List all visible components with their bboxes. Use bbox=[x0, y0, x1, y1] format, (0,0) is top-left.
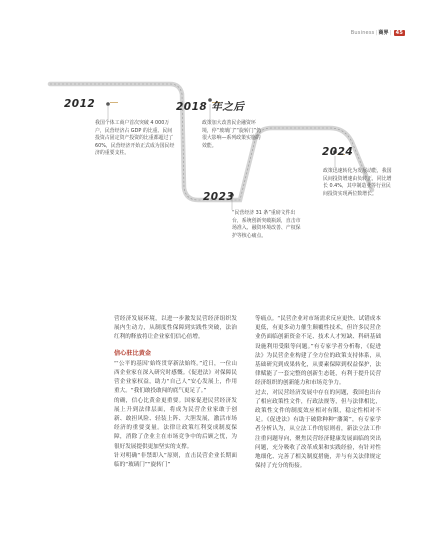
brand-label: 商界 bbox=[378, 30, 389, 36]
paragraph: 等痛点。“民营企业对市场需求反应更快、试错成本更低，有更多动力催生颠覆性技术，但许多民营企业仍面临创新资金不足、技术人才短缺、科研基础设施利用受限等问题。”有专家学者分析称，《促进法》为民营企业构建了全方位的政策支持体系，从基础研究到成果转化，从要素保障到权益保护，法律赋能了一套完整的创新生态链，有利于提升民营经济组织的创新能力和市场竞争力。 bbox=[255, 316, 381, 387]
year-2024: 2024 bbox=[322, 146, 354, 158]
section-label: Business bbox=[350, 30, 375, 36]
note-2023: “民营经济 31 条”重磅文件出台，系统创新突破瓶颈，直击市场准入、融资环境改善、产权保护等核心痛点。 bbox=[232, 210, 301, 239]
note-2024: 政策迅速转化为发展动能，我国民间投资增速由负转正，同比增长 0.4%，其中制造业等行业民间投资实现两位数增长。 bbox=[323, 168, 392, 197]
year-2018: 2018 年之后 bbox=[176, 101, 245, 113]
year-2023: 2023 bbox=[203, 191, 235, 203]
paragraph: “‘公平的基因’始终贯穿新法始终。”近日，一位山西企业家在深入研究时感慨。《促进法》对保障民营企业家权益，助力“自己人”安心发展上，作用重大。“我们敢投敢闯的底气更足了。” bbox=[114, 360, 237, 395]
paragraph: 营经济发展环境，以进一步激发民营经济组织发展内生动力，从制度性保障到实践性突破，法治红利的释放将让企业家们信心倍增。 bbox=[114, 316, 237, 341]
note-2018: 政策加大改善民企融资环境，停“玻璃门”“旋转门”仍很大影响—系列政策实施的效能。 bbox=[202, 120, 262, 149]
year-2012: 2012 bbox=[64, 98, 96, 110]
article-column-right bbox=[255, 315, 381, 471]
paragraph: 过去，对民营经济发展中存在的问题，我国也出台了相应政策性文件，行政法规等，但与法律相比，政策性文件的制度效应相对有限，稳定性相对不足。《促进法》有助于破除种种“藩篱”，有专家学者分析认为，从立法工作的原则看，新法立法工作注重问题导向，聚焦民营经济健康发展面临的突出问题，充分吸收了改革成果和实践经验，有针对性地细化、完善了相关制度措施，并与有关法律规定保持了充分的衔接。 bbox=[255, 389, 381, 470]
section-heading: 信心驻比黄金 bbox=[114, 349, 152, 357]
page-header: Business|商界| 45 bbox=[350, 30, 403, 36]
article-column-left bbox=[114, 315, 237, 470]
page-number: 45 bbox=[395, 30, 403, 36]
paragraph: 针对明确“非禁即入”原则，直击民营企业长期面临的“玻璃门”“旋转门” bbox=[114, 452, 237, 469]
paragraph: 的确，信心比黄金更重要。国家促进民营经济发展上升到法律层面，将成为民营企业家敢于创新、敢担风险、轻装上阵、大胆发展，激活市场经济的重要变量。法律让政策红利变成制度保障，消除了企业主在市场竞争中的后顾之忧，为很好发展提供更加坚实的支撑。 bbox=[114, 397, 237, 450]
note-2012: 我国个体工商户首次突破 4 000万户，民营经济占 GDP 的比重、民间投资占固定资产投资的比重都超过了 60%，民营经济开始正式成为国民经济的重要支柱。 bbox=[95, 120, 175, 157]
